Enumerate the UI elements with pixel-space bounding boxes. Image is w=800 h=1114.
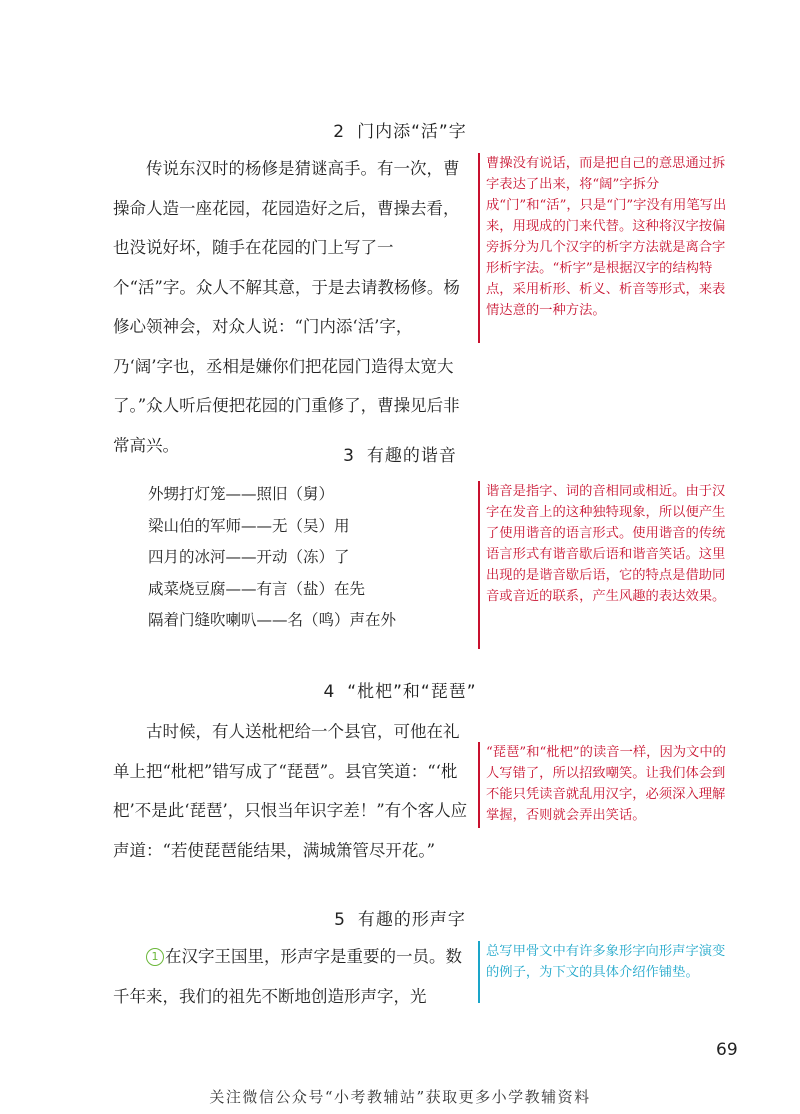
paragraph: 传说东汉时的杨修是猜谜高手。有一次，曹操命人造一座花园，花园造好之后，曹操去看，也没说好坏，随手在花园的门上写了一个“活”字。众人不解其意，于是去请教杨修。杨修心领神会，对众人说：“门内添‘活’字，乃‘阔’字也，丞相是嫌你们把花园门造得太宽大了。”众人听后便把花园的门重修了，曹操见后非常高兴。	[113, 159, 460, 455]
section-title-text: “枇杷”和“琵琶”	[347, 682, 477, 702]
section-2-title: 2 门内添“活”字	[333, 122, 467, 142]
footer-watermark-text: 关注微信公众号“小考教辅站”获取更多小学教辅资料	[209, 1088, 591, 1106]
section-4-title: 4 “枇杷”和“琵琶”	[323, 682, 477, 702]
section-3-title: 3 有趣的谐音	[343, 446, 457, 466]
section-2-annotation: 曹操没有说话，而是把自己的意思通过拆字表达了出来，将“阔”字拆分成“门”和“活”，只是“门”字没有用笔写出来，用现成的门来代替。这种将汉字按偏旁拆分为几个汉字的析字方法就是离合字形析字法。“析字”是根据汉字的结构特点，采用析形、析义、析音等形式，来表情达意的一种方法。	[478, 153, 736, 343]
list-item: 隔着门缝吹喇叭——名（鸣）声在外	[148, 611, 397, 629]
list-item: 梁山伯的军师——无（吴）用	[148, 516, 350, 535]
section-4-annotation: “琵琶”和“枇杷”的读音一样，因为文中的人写错了，所以招致嘲笑。让我们体会到不能只凭读音就乱用汉字，必须深入理解掌握，否则就会弄出笑话。	[478, 742, 736, 828]
section-5-annotation: 总写甲骨文中有许多象形字向形声字演变的例子，为下文的具体介绍作铺垫。	[478, 941, 736, 1003]
section-2-body	[113, 149, 468, 465]
paragraph: 古时候，有人送枇杷给一个县官，可他在礼单上把“枇杷”错写成了“琵琶”。县官笑道：“‘枇杷’不是此‘琵琶’，只恨当年识字差！”有个客人应声道：“若使琵琶能结果，满城箫管尽开花。”	[113, 722, 468, 860]
paragraph-text: 在汉字王国里，形声字是重要的一员。数千年来，我们的祖先不断地创造形声字，光	[113, 947, 462, 1006]
section-5-title: 5 有趣的形声字	[334, 910, 466, 930]
section-5-body	[113, 937, 468, 1016]
section-title-text: 门内添“活”字	[357, 122, 467, 142]
section-3-list	[148, 479, 468, 637]
page-number: 69	[716, 1040, 738, 1060]
section-3-annotation: 谐音是指字、词的音相同或相近。由于汉字在发音上的这种独特现象，所以便产生了使用谐音的语言形式。使用谐音的传统语言形式有谐音歇后语和谐音笑话。这里出现的是谐音歇后语，它的特点是借助同音或音近的联系，产生风趣的表达效果。	[478, 481, 736, 649]
section-title-text: 有趣的形声字	[357, 910, 466, 930]
section-title-text: 有趣的谐音	[366, 446, 457, 466]
list-item: 四月的冰河——开动（冻）了	[148, 548, 350, 566]
list-item: 外甥打灯笼——照旧（舅）	[148, 485, 335, 503]
paragraph	[113, 937, 468, 1016]
section-4-body	[113, 712, 468, 870]
circled-number-marker: 1	[146, 948, 164, 966]
list-item: 咸菜烧豆腐——有言（盐）在先	[148, 579, 366, 598]
